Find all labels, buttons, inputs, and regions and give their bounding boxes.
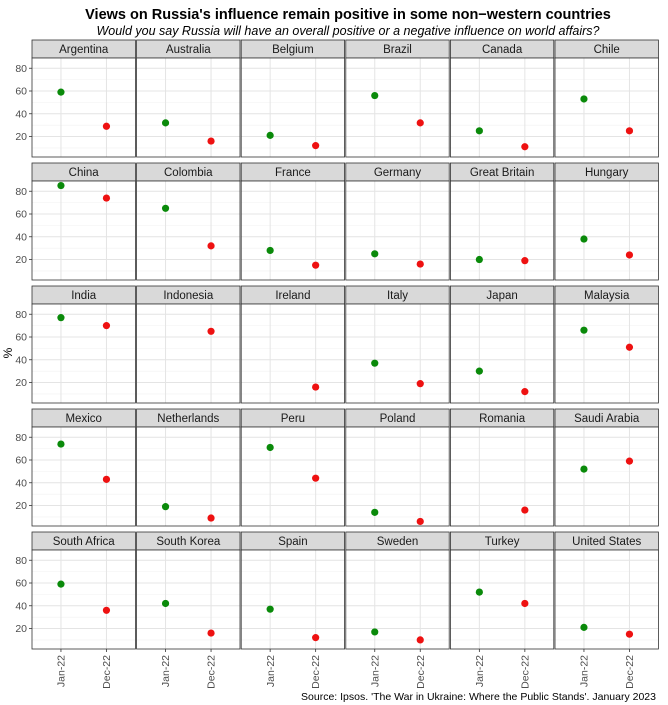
plot-area (137, 427, 240, 526)
panel-title: Brazil (383, 44, 412, 56)
y-tick-label: 80 (15, 554, 27, 567)
data-point-jan-22 (371, 628, 378, 635)
panel-title: Romania (479, 413, 526, 425)
x-tick-label: Dec-22 (624, 655, 637, 689)
panel-saudi-arabia (555, 409, 658, 526)
data-point-dec-22 (417, 119, 424, 126)
panel-title: Spain (278, 536, 308, 548)
plot-area (241, 181, 344, 280)
y-tick-label: 60 (15, 454, 27, 467)
y-tick-label: 60 (15, 331, 27, 344)
x-tick-label: Jan-22 (473, 655, 486, 688)
data-point-jan-22 (267, 247, 274, 254)
panel-title: France (275, 167, 311, 179)
data-point-dec-22 (626, 127, 633, 134)
panel-title: Hungary (584, 167, 629, 179)
panel-united-states (555, 532, 658, 689)
panel-title: Italy (386, 290, 409, 302)
panel-malaysia (555, 286, 658, 403)
x-tick-label: Jan-22 (55, 655, 68, 688)
data-point-dec-22 (521, 600, 528, 607)
data-point-dec-22 (103, 607, 110, 614)
panel-great-britain (450, 163, 553, 280)
x-tick-label: Jan-22 (369, 655, 382, 688)
data-point-dec-22 (312, 142, 319, 149)
data-point-dec-22 (207, 242, 214, 249)
plot-area (450, 427, 553, 526)
data-point-dec-22 (207, 137, 214, 144)
plot-area (346, 304, 449, 403)
panel-mexico (15, 409, 135, 526)
plot-area (346, 181, 449, 280)
panel-title: Argentina (59, 44, 109, 56)
data-point-dec-22 (626, 344, 633, 351)
plot-area (346, 58, 449, 157)
plot-area (450, 550, 553, 649)
panel-title: Japan (486, 290, 518, 302)
panel-title: United States (572, 536, 642, 548)
panel-title: South Africa (52, 536, 115, 548)
data-point-jan-22 (580, 624, 587, 631)
data-point-jan-22 (371, 92, 378, 99)
x-tick-label: Jan-22 (264, 655, 277, 688)
plot-area (32, 58, 135, 157)
data-point-jan-22 (580, 235, 587, 242)
panel-brazil (346, 40, 449, 157)
plot-area (137, 550, 240, 649)
data-point-jan-22 (57, 182, 64, 189)
data-point-dec-22 (207, 328, 214, 335)
data-point-jan-22 (57, 440, 64, 447)
panel-title: Belgium (272, 44, 314, 56)
data-point-dec-22 (417, 518, 424, 525)
y-axis-label: % (1, 347, 15, 359)
panel-canada (450, 40, 553, 157)
panel-germany (346, 163, 449, 280)
data-point-dec-22 (103, 476, 110, 483)
data-point-dec-22 (521, 388, 528, 395)
panel-title: Colombia (164, 167, 213, 179)
plot-area (32, 427, 135, 526)
plot-area (555, 181, 658, 280)
data-point-jan-22 (267, 606, 274, 613)
data-point-dec-22 (521, 506, 528, 513)
data-point-jan-22 (476, 589, 483, 596)
data-point-dec-22 (417, 636, 424, 643)
panel-title: Germany (373, 167, 422, 179)
panel-spain (241, 532, 344, 689)
panel-south-africa (15, 532, 135, 689)
panel-title: China (68, 167, 99, 179)
panel-title: Canada (481, 44, 523, 56)
panel-romania (450, 409, 553, 526)
panel-chile (555, 40, 658, 157)
panel-sweden (346, 532, 449, 689)
plot-area (32, 304, 135, 403)
data-point-jan-22 (57, 314, 64, 321)
data-point-jan-22 (162, 503, 169, 510)
plot-area (137, 58, 240, 157)
panel-title: Peru (280, 413, 306, 425)
plot-area (555, 58, 658, 157)
panel-title: Sweden (376, 536, 419, 548)
panel-netherlands (137, 409, 240, 526)
panel-title: Great Britain (469, 167, 535, 179)
panel-peru (241, 409, 344, 526)
plot-area (555, 550, 658, 649)
panel-hungary (555, 163, 658, 280)
data-point-dec-22 (417, 260, 424, 267)
data-point-dec-22 (103, 322, 110, 329)
x-tick-label: Jan-22 (160, 655, 173, 688)
y-tick-label: 20 (15, 254, 27, 267)
plot-area (137, 181, 240, 280)
y-tick-label: 80 (15, 185, 27, 198)
data-point-jan-22 (57, 89, 64, 96)
data-point-jan-22 (162, 205, 169, 212)
data-point-jan-22 (476, 368, 483, 375)
panel-title: Malaysia (584, 290, 630, 302)
y-tick-label: 20 (15, 131, 27, 144)
panel-japan (450, 286, 553, 403)
x-tick-label: Dec-22 (519, 655, 532, 689)
data-point-dec-22 (312, 383, 319, 390)
data-point-dec-22 (626, 251, 633, 258)
panel-australia (137, 40, 240, 157)
plot-area (555, 304, 658, 403)
data-point-dec-22 (312, 262, 319, 269)
y-tick-label: 20 (15, 377, 27, 390)
panel-india (15, 286, 135, 403)
y-tick-label: 20 (15, 500, 27, 513)
data-point-jan-22 (371, 360, 378, 367)
panel-title: Chile (593, 44, 620, 56)
panel-title: Mexico (65, 413, 102, 425)
y-tick-label: 60 (15, 85, 27, 98)
data-point-jan-22 (476, 256, 483, 263)
panel-france (241, 163, 344, 280)
data-point-dec-22 (521, 143, 528, 150)
data-point-jan-22 (371, 509, 378, 516)
y-tick-label: 60 (15, 577, 27, 590)
plot-area (555, 427, 658, 526)
data-point-jan-22 (476, 127, 483, 134)
plot-area (346, 427, 449, 526)
plot-area (241, 58, 344, 157)
data-point-dec-22 (207, 514, 214, 521)
y-tick-label: 40 (15, 354, 27, 367)
data-point-jan-22 (580, 466, 587, 473)
x-tick-label: Dec-22 (101, 655, 114, 689)
panel-indonesia (137, 286, 240, 403)
x-tick-label: Dec-22 (205, 655, 218, 689)
data-point-dec-22 (626, 631, 633, 638)
panel-grid (15, 40, 658, 689)
data-point-dec-22 (312, 634, 319, 641)
y-tick-label: 40 (15, 231, 27, 244)
data-point-dec-22 (103, 123, 110, 130)
plot-area (32, 181, 135, 280)
data-point-dec-22 (626, 458, 633, 465)
panel-colombia (137, 163, 240, 280)
y-tick-label: 20 (15, 623, 27, 636)
data-point-jan-22 (162, 119, 169, 126)
plot-area (241, 304, 344, 403)
panel-title: Turkey (484, 536, 520, 548)
data-point-jan-22 (162, 600, 169, 607)
data-point-dec-22 (312, 475, 319, 482)
panel-title: Netherlands (157, 413, 220, 425)
panel-title: Saudi Arabia (574, 413, 640, 425)
data-point-dec-22 (417, 380, 424, 387)
plot-area (241, 550, 344, 649)
data-point-jan-22 (267, 444, 274, 451)
panel-title: Indonesia (163, 290, 214, 302)
data-point-jan-22 (267, 132, 274, 139)
panel-poland (346, 409, 449, 526)
plot-area (450, 181, 553, 280)
data-point-jan-22 (580, 95, 587, 102)
y-tick-label: 40 (15, 600, 27, 613)
chart-caption: Source: Ipsos. 'The War in Ukraine: Where the Public Stands'. January 2023 (301, 691, 656, 703)
data-point-dec-22 (207, 629, 214, 636)
panel-title: South Korea (156, 536, 221, 548)
y-tick-label: 80 (15, 431, 27, 444)
panel-china (15, 163, 135, 280)
y-tick-label: 40 (15, 108, 27, 121)
data-point-jan-22 (580, 327, 587, 334)
chart-title: Views on Russia's influence remain positive in some non−western countries (85, 7, 611, 23)
data-point-jan-22 (57, 581, 64, 588)
plot-area (137, 304, 240, 403)
plot-area (32, 550, 135, 649)
panel-south-korea (137, 532, 240, 689)
panel-turkey (450, 532, 553, 689)
panel-argentina (15, 40, 135, 157)
plot-area (450, 304, 553, 403)
chart-subtitle: Would you say Russia will have an overall positive or a negative influence on world affairs? (96, 24, 600, 38)
plot-area (346, 550, 449, 649)
y-tick-label: 80 (15, 62, 27, 75)
panel-title: India (71, 290, 97, 302)
x-tick-label: Dec-22 (414, 655, 427, 689)
x-tick-label: Dec-22 (310, 655, 323, 689)
data-point-dec-22 (103, 194, 110, 201)
y-tick-label: 80 (15, 308, 27, 321)
panel-belgium (241, 40, 344, 157)
data-point-jan-22 (371, 250, 378, 257)
plot-area (241, 427, 344, 526)
plot-area (450, 58, 553, 157)
panel-title: Ireland (275, 290, 311, 302)
y-tick-label: 40 (15, 477, 27, 490)
y-tick-label: 60 (15, 208, 27, 221)
data-point-dec-22 (521, 257, 528, 264)
x-tick-label: Jan-22 (578, 655, 591, 688)
panel-title: Australia (165, 44, 211, 56)
panel-italy (346, 286, 449, 403)
panel-title: Poland (379, 413, 416, 425)
panel-ireland (241, 286, 344, 403)
